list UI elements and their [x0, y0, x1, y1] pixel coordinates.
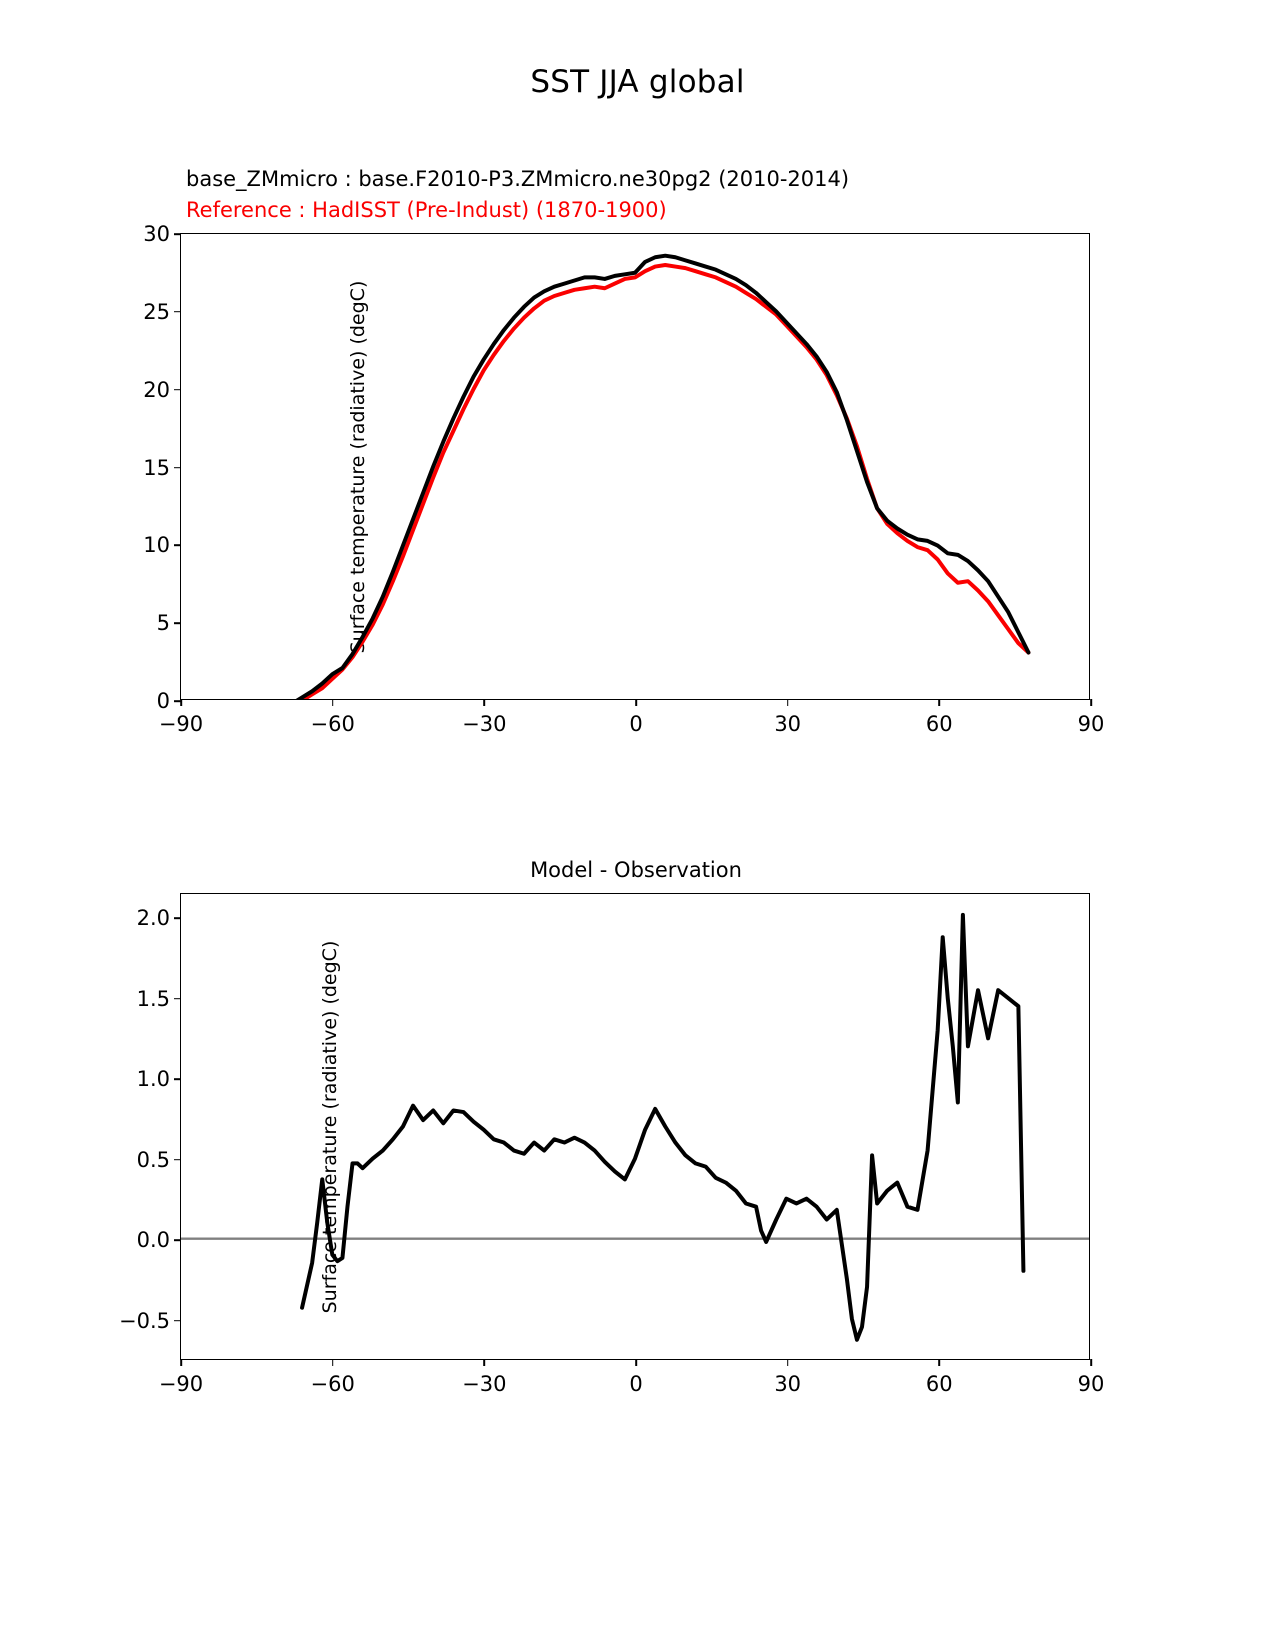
- reference-line: [282, 265, 1029, 699]
- panel2-xtick--60: −60: [310, 1372, 355, 1396]
- legend: [186, 164, 849, 226]
- panel2-ytick-1.0: 1.0: [136, 1067, 170, 1092]
- panel1-y-axis-label: Surface temperature (radiative) (degC): [347, 280, 369, 653]
- panel1-ytick-25: 25: [143, 299, 170, 324]
- panel2-ytick--0.5: −0.5: [119, 1308, 170, 1333]
- legend-reference-label: Reference : HadISST (Pre-Indust) (1870-1900): [186, 198, 667, 222]
- panel1-xtick--60: −60: [310, 712, 355, 736]
- panel1-ytick-5: 5: [156, 611, 170, 636]
- panel1-ytick-10: 10: [143, 533, 170, 558]
- panel2-xtick-30: 30: [774, 1372, 802, 1396]
- panel2-ytick-0.5: 0.5: [136, 1147, 170, 1172]
- panel1-xtick-60: 60: [925, 712, 953, 736]
- panel2-xtick--30: −30: [462, 1372, 507, 1396]
- panel-model-minus-observation: [119, 858, 1105, 1396]
- panel1-ytick-0: 0: [156, 689, 170, 713]
- panel2-ytick-0.0: 0.0: [136, 1228, 170, 1253]
- panel2-xtick-0: 0: [629, 1372, 643, 1396]
- panel1-ytick-15: 15: [143, 455, 170, 480]
- panel1-ytick-20: 20: [143, 377, 170, 402]
- panel2-ytick-2.0: 2.0: [136, 906, 170, 930]
- panel1-ytick-30: 30: [143, 222, 170, 246]
- panel2-xtick--90: −90: [158, 1372, 204, 1396]
- panel2-ytick-1.5: 1.5: [136, 986, 170, 1011]
- panel1-xtick-90: 90: [1077, 712, 1105, 736]
- panel1-plot-area: [181, 234, 1089, 699]
- panel1-xtick-0: 0: [629, 712, 643, 736]
- panel-sst-profile: [143, 222, 1105, 736]
- panel2-title: Model - Observation: [530, 858, 742, 882]
- figure-title: SST JJA global: [530, 64, 745, 100]
- difference-line: [302, 915, 1023, 1340]
- panel1-xtick--90: −90: [158, 712, 204, 736]
- panel1-xtick--30: −30: [462, 712, 507, 736]
- panel2-xtick-90: 90: [1077, 1372, 1105, 1396]
- panel2-xtick-60: 60: [925, 1372, 953, 1396]
- panel2-plot-area: [181, 894, 1089, 1359]
- panel1-xtick-30: 30: [774, 712, 802, 736]
- legend-model-label: base_ZMmicro : base.F2010-P3.ZMmicro.ne30pg2 (2010-2014): [186, 167, 850, 191]
- model-line: [282, 256, 1029, 699]
- panel2-y-axis-label: Surface temperature (radiative) (degC): [319, 940, 341, 1313]
